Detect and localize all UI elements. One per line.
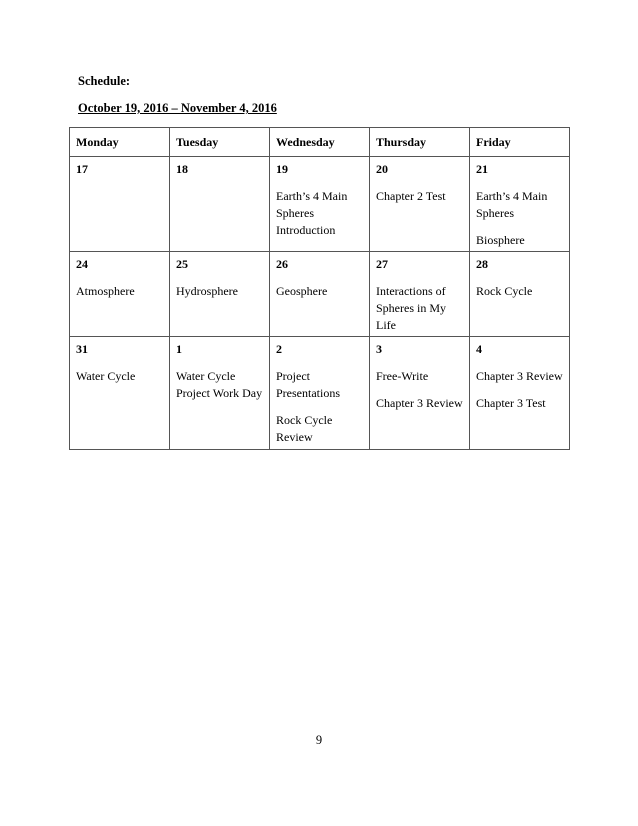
- event-text: Rock Cycle Review: [276, 413, 333, 444]
- event-text: Rock Cycle: [476, 284, 533, 298]
- event-text: Chapter 3 Review: [376, 396, 463, 410]
- event-text: Project Presentations: [276, 369, 340, 400]
- day-cell: [370, 157, 470, 252]
- table-header-row: [70, 128, 570, 157]
- event-text: Earth’s 4 Main Spheres Introduction: [276, 189, 348, 237]
- schedule-table: [69, 127, 570, 450]
- day-cell: [270, 337, 370, 450]
- event-text: Chapter 2 Test: [376, 189, 446, 203]
- header-thursday: Thursday: [370, 128, 470, 157]
- day-cell: [470, 337, 570, 450]
- event-text: Interactions of Spheres in My Life: [376, 284, 446, 332]
- day-number: 31: [76, 342, 88, 356]
- header-tuesday: Tuesday: [170, 128, 270, 157]
- table-row-week-1: [70, 157, 570, 252]
- day-number: 2: [276, 342, 282, 356]
- day-number: 3: [376, 342, 382, 356]
- day-number: 4: [476, 342, 482, 356]
- event-text: Free-Write: [376, 369, 429, 383]
- table-row-week-3: [70, 337, 570, 450]
- day-number: 24: [76, 257, 88, 271]
- day-cell: [270, 157, 370, 252]
- day-number: 28: [476, 257, 488, 271]
- date-range-heading: October 19, 2016 – November 4, 2016: [78, 101, 277, 115]
- table-row-week-2: [70, 252, 570, 337]
- day-cell: [170, 157, 270, 252]
- day-cell: [470, 157, 570, 252]
- day-cell: [70, 252, 170, 337]
- day-cell: [70, 157, 170, 252]
- day-cell: [470, 252, 570, 337]
- day-cell: [70, 337, 170, 450]
- day-cell: [270, 252, 370, 337]
- day-number: 17: [76, 162, 88, 176]
- event-text: Hydrosphere: [176, 284, 238, 298]
- day-number: 25: [176, 257, 188, 271]
- day-number: 18: [176, 162, 188, 176]
- day-number: 21: [476, 162, 488, 176]
- day-number: 27: [376, 257, 388, 271]
- event-text: Atmosphere: [76, 284, 135, 298]
- day-number: 19: [276, 162, 288, 176]
- day-number: 26: [276, 257, 288, 271]
- day-cell: [170, 252, 270, 337]
- header-wednesday: Wednesday: [270, 128, 370, 157]
- event-text: Geosphere: [276, 284, 328, 298]
- event-text: Earth’s 4 Main Spheres: [476, 189, 548, 220]
- page-number: 9: [315, 733, 323, 747]
- header-friday: Friday: [470, 128, 570, 157]
- event-text: Chapter 3 Review: [476, 369, 563, 383]
- day-cell: [370, 337, 470, 450]
- event-text: Water Cycle Project Work Day: [176, 369, 263, 400]
- schedule-label: Schedule:: [78, 74, 131, 88]
- event-text: Biosphere: [476, 233, 525, 247]
- day-number: 20: [376, 162, 388, 176]
- event-text: Chapter 3 Test: [476, 396, 546, 410]
- day-cell: [370, 252, 470, 337]
- header-monday: Monday: [70, 128, 170, 157]
- day-number: 1: [176, 342, 182, 356]
- day-cell: [170, 337, 270, 450]
- event-text: Water Cycle: [76, 369, 136, 383]
